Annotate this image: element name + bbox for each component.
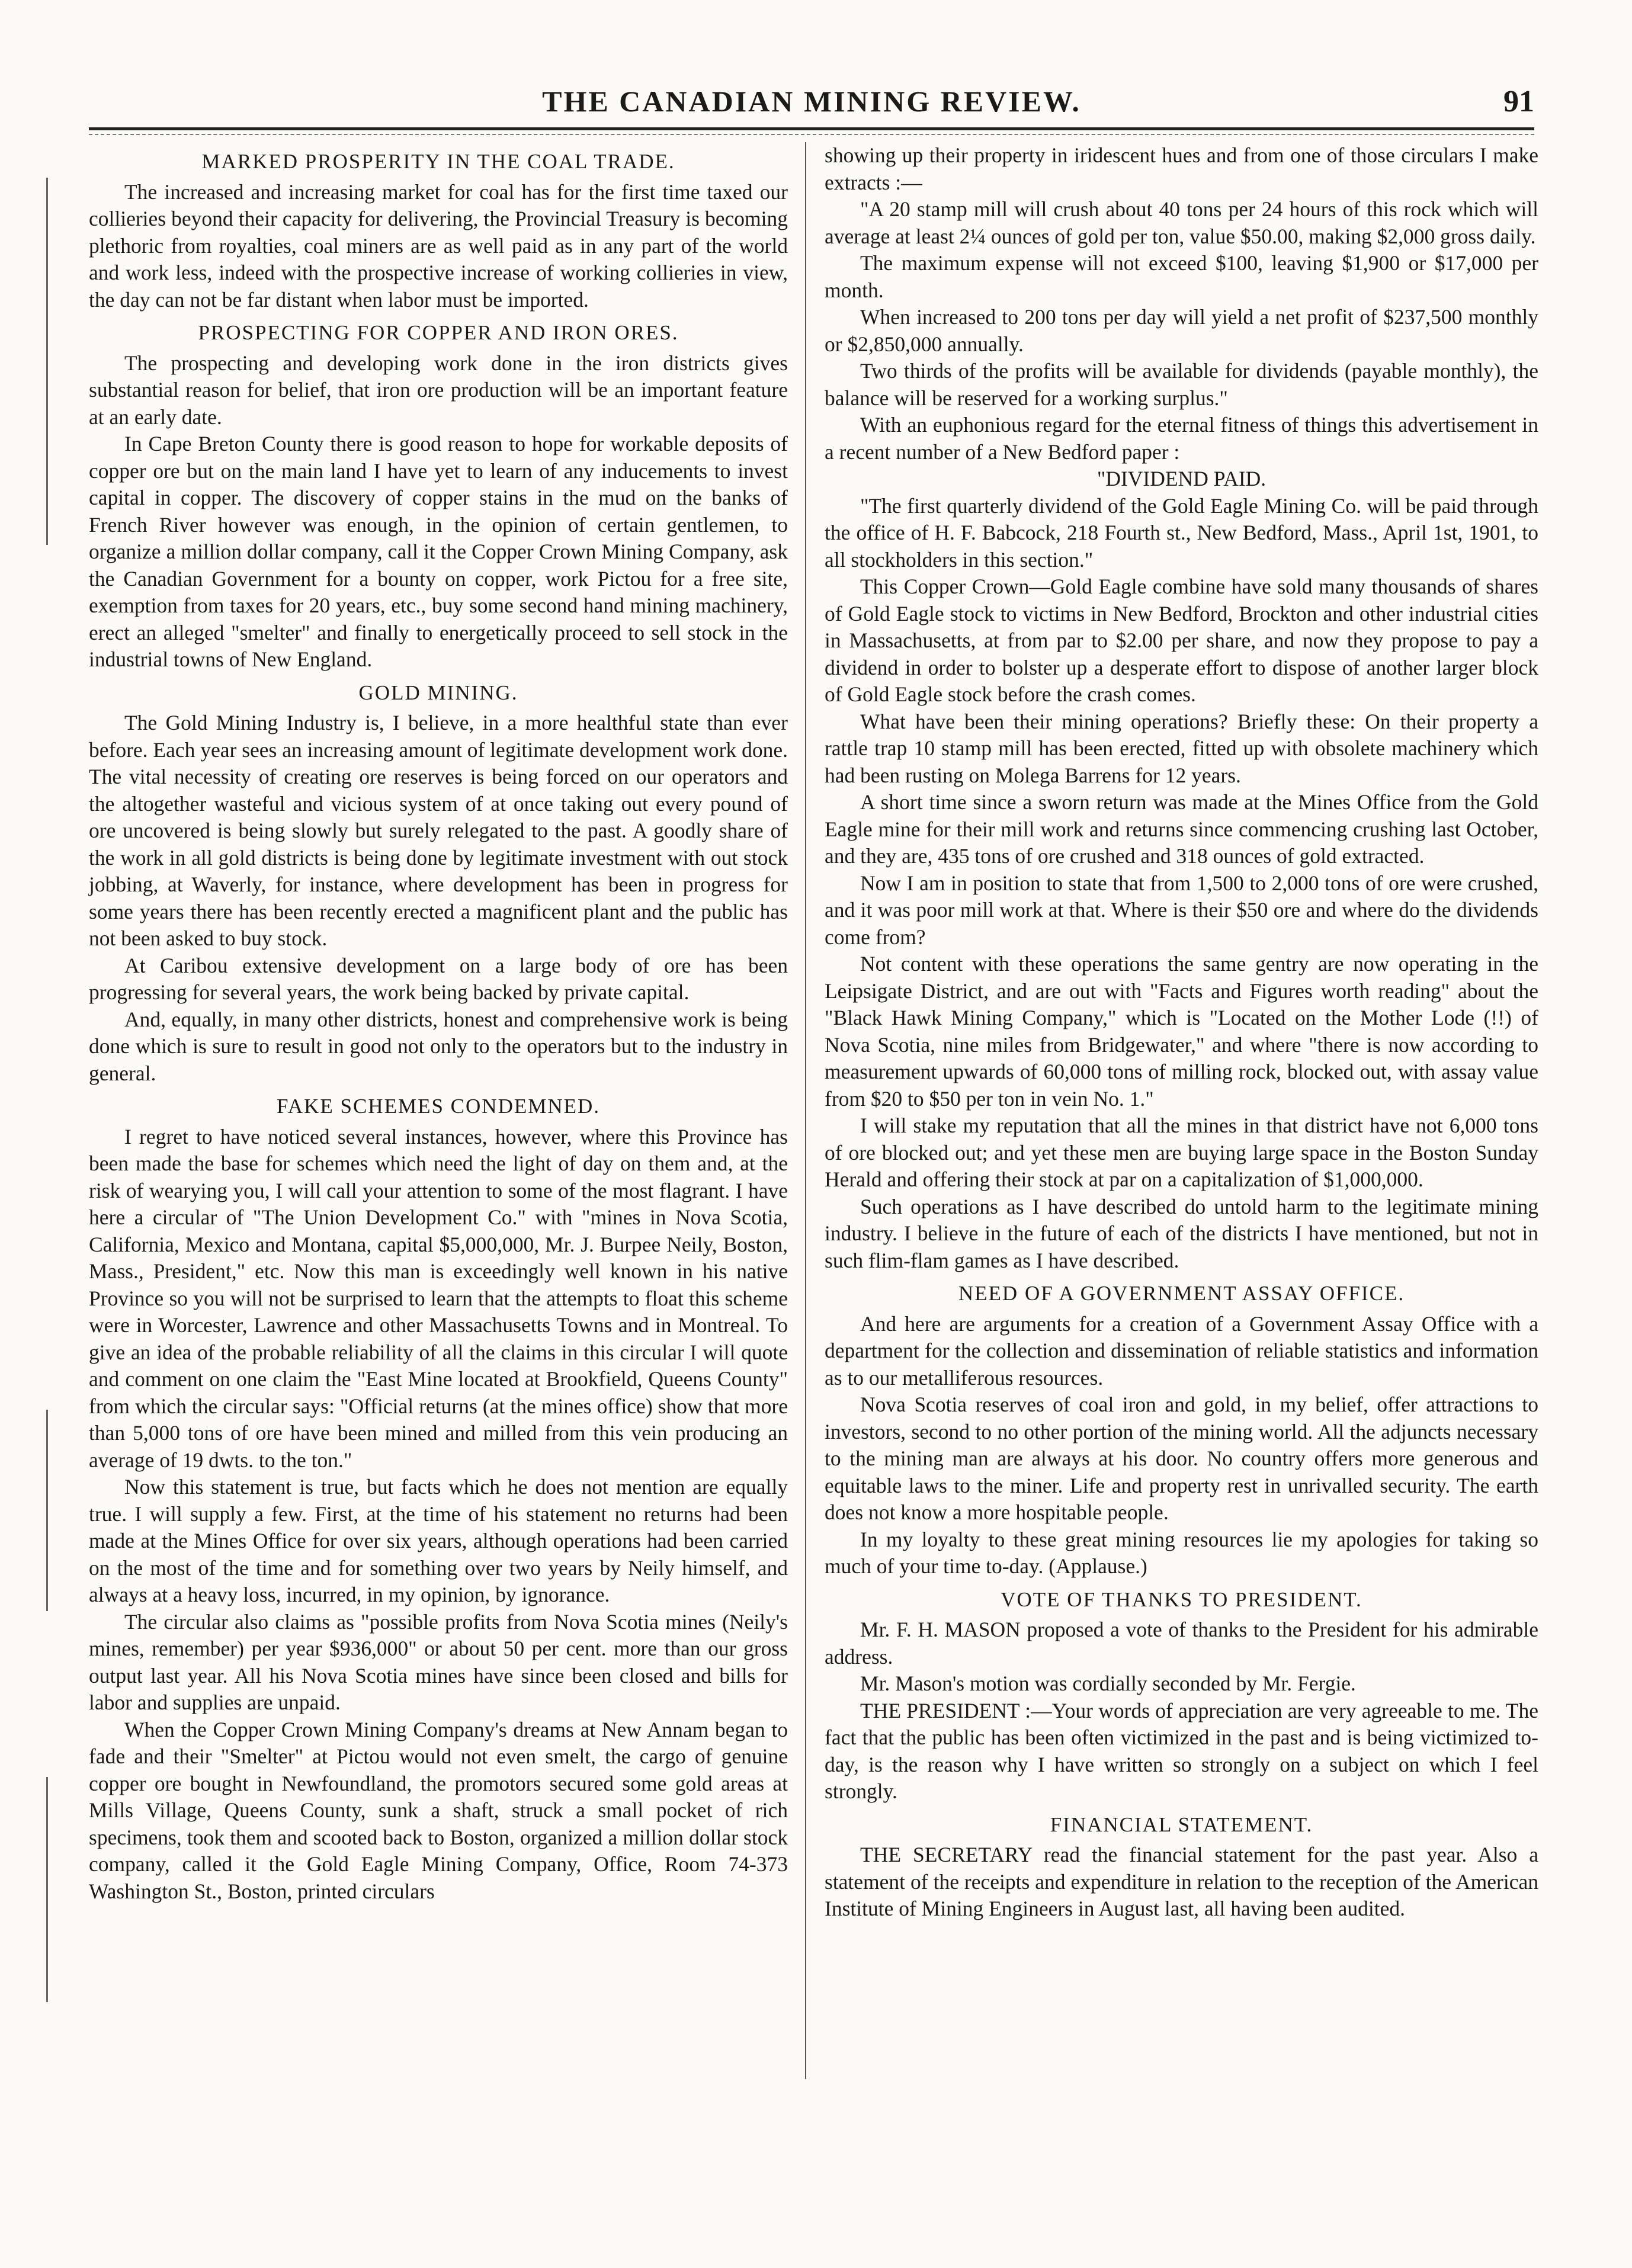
paragraph: The increased and increasing market for coal has for the first time taxed our collieries beyond their capacity for delivering, the Provincial Treasury is becoming plethoric from royalties, coal miners are as well paid as in any part of the world and work less, indeed with the prospective increase of working collieries in view, the day can not be far distant when labor must be imported. <box>89 179 788 312</box>
paragraph: Such operations as I have described do untold harm to the legitimate mining industry. I believe in the future of each of the districts I have mentioned, but not in such flim-flam games as I have described. <box>825 1194 1538 1272</box>
margin-mark <box>46 1777 48 2002</box>
right-column <box>825 142 1538 1923</box>
left-column <box>89 142 788 1905</box>
page-header <box>89 77 1534 130</box>
paragraph: Now I am in position to state that from 1,500 to 2,000 tons of ore were crushed, and it was poor mill work at that. Where is their $50 ore and where do the dividends come from? <box>825 871 1538 949</box>
paragraph: The maximum expense will not exceed $100, leaving $1,900 or $17,000 per month. <box>825 251 1538 302</box>
column-divider <box>805 142 806 2079</box>
header-rule-dashed <box>89 134 1534 135</box>
paragraph: THE SECRETARY read the financial statement for the past year. Also a statement of the receipts and expenditure in relation to the reception of the American Institute of Mining Engineers in August last, all having been audited. <box>825 1843 1538 1920</box>
section-heading: MARKED PROSPERITY IN THE COAL TRADE. <box>201 150 675 173</box>
paragraph: "A 20 stamp mill will crush about 40 tons per 24 hours of this rock which will average at least 2¼ ounces of gold per ton, value $50.00, making $2,000 gross daily. <box>825 197 1538 248</box>
paragraph: Not content with these operations the same gentry are now operating in the Leipsigate District, and are out with "Facts and Figures worth reading" about the "Black Hawk Mining Company," which is "Located on the Mother Lode (!!) of Nova Scotia, nine miles from Bridgewater," and where "there is now according to measurement upwards of 60,000 tons of milling rock, blocked out, with assay value from $20 to $50 per ton in vein No. 1." <box>825 952 1538 1111</box>
page-number: 91 <box>1503 85 1534 118</box>
paragraph: The circular also claims as "possible profits from Nova Scotia mines (Neily's mines, remember) per year $936,000" or about 50 per cent. more than our gross output last year. All his Nova Scotia mines have since been closed and bills for labor and supplies are unpaid. <box>89 1609 788 1714</box>
section-heading: FINANCIAL STATEMENT. <box>1050 1813 1313 1836</box>
paragraph: The prospecting and developing work done in the iron districts gives substantial reason for belief, that iron ore production will be an important feature at an early date. <box>89 351 788 429</box>
paragraph: Two thirds of the profits will be available for dividends (payable monthly), the balance will be reserved for a working surplus." <box>825 359 1538 410</box>
section-heading: FAKE SCHEMES CONDEMNED. <box>276 1095 601 1118</box>
paragraph: A short time since a sworn return was made at the Mines Office from the Gold Eagle mine for their mill work and returns since commencing crushing last October, and they are, 435 tons of ore crushed and 318 ounces of gold extracted. <box>825 790 1538 868</box>
running-title: THE CANADIAN MINING REVIEW. <box>542 85 1081 118</box>
section-heading: NEED OF A GOVERNMENT ASSAY OFFICE. <box>958 1282 1405 1305</box>
section-heading: VOTE OF THANKS TO PRESIDENT. <box>1001 1587 1362 1611</box>
paragraph: When the Copper Crown Mining Company's dreams at New Annam began to fade and their "Smelter" at Pictou would not even smelt, the cargo of genuine copper ore bought in Newfoundland, the promotors secured some gold areas at Mills Village, Queens County, sunk a shaft, struck a small pocket of rich specimens, took them and scooted back to Boston, organized a million dollar stock company, called it the Gold Eagle Mining Company, Office, Room 74-373 Washington St., Boston, printed circulars <box>89 1717 788 1903</box>
paragraph: The Gold Mining Industry is, I believe, in a more healthful state than ever before. Each year sees an increasing amount of legitimate development work done. The vital necessity of creating ore reserves is being forced on our operators and the altogether wasteful and vicious system of at once taking out every pound of ore uncovered is being slowly but surely relegated to the past. A goodly share of the work in all gold districts is being done by legitimate investment with out stock jobbing, at Waverly, for instance, where development has been in progress for some years there has been recently erected a magnificent plant and the public has not been asked to buy stock. <box>89 711 788 950</box>
section-heading: PROSPECTING FOR COPPER AND IRON ORES. <box>198 321 679 344</box>
paragraph: In my loyalty to these great mining resources lie my apologies for taking so much of your time to-day. (Applause.) <box>825 1527 1538 1578</box>
paragraph: I regret to have noticed several instances, however, where this Province has been made the base for schemes which need the light of day on them and, at the risk of wearying you, I will call your attention to some of the most flagrant. I have here a circular of "The Union Development Co." with "mines in Nova Scotia, California, Mexico and Montana, capital $5,000,000, Mr. J. Burpee Neily, Boston, Mass., President," etc. Now this man is exceedingly well known in his native Province so you will not be surprised to learn that the attempts to float this scheme were in Worcester, Lawrence and other Massachusetts Towns and in Montreal. To give an idea of the probable reliability of all the claims in this circular I will quote and comment on one claim the "East Mine located at Brookfield, Queens County" from which the circular says: "Official returns (at the mines office) show that more than 5,000 tons of ore have been mined and milled from this vein producing an average of 19 dwts. to the ton." <box>89 1124 788 1472</box>
paragraph: "The first quarterly dividend of the Gold Eagle Mining Co. will be paid through the office of H. F. Babcock, 218 Fourth st., New Bedford, Mass., April 1st, 1901, to all stockholders in this section." <box>825 493 1538 572</box>
paragraph: With an euphonious regard for the eternal fitness of things this advertisement in a recent number of a New Bedford paper : <box>825 413 1538 464</box>
paragraph: showing up their property in iridescent hues and from one of those circulars I make extracts :— <box>825 143 1538 194</box>
paragraph: At Caribou extensive development on a large body of ore has been progressing for several years, the work being backed by private capital. <box>89 953 788 1004</box>
paragraph: And here are arguments for a creation of a Government Assay Office with a department for the collection and dissemination of reliable statistics and information as to our metalliferous resources. <box>825 1311 1538 1390</box>
paragraph: When increased to 200 tons per day will yield a net profit of $237,500 monthly or $2,850,000 annually. <box>825 305 1538 356</box>
paragraph: Nova Scotia reserves of coal iron and gold, in my belief, offer attractions to investors, second to no other portion of the mining world. All the adjuncts necessary to the mining man are always at his door. No country offers more generous and equitable laws to the miner. Life and property rest in unrivalled security. The earth does not know a more hospitable people. <box>825 1393 1538 1524</box>
margin-mark <box>46 1410 48 1611</box>
header-rule <box>89 127 1534 130</box>
paragraph: Now this statement is true, but facts which he does not mention are equally true. I will supply a few. First, at the time of his statement no returns had been made at the Mines Office for over six years, although operations had been carried on the most of the time and for something over two years by Neily himself, and always at a heavy loss, incurred, in my opinion, by ignorance. <box>89 1475 788 1606</box>
paragraph: And, equally, in many other districts, honest and comprehensive work is being done which is sure to result in good not only to the operators but to the industry in general. <box>89 1007 788 1085</box>
paragraph: This Copper Crown—Gold Eagle combine have sold many thousands of shares of Gold Eagle stock to victims in New Bedford, Brockton and other industrial cities in Massachusetts, at from par to $2.00 per share, and now they propose to pay a dividend in order to bolster up a desperate effort to dispose of another larger block of Gold Eagle stock before the crash comes. <box>825 575 1538 706</box>
paragraph: What have been their mining operations? Briefly these: On their property a rattle trap 10 stamp mill has been erected, fitted up with obsolete machinery which had been rusting on Molega Barrens for 12 years. <box>825 709 1538 787</box>
paragraph: Mr. Mason's motion was cordially seconded by Mr. Fergie. <box>860 1672 1356 1695</box>
paragraph: Mr. F. H. MASON proposed a vote of thanks to the President for his admirable address. <box>825 1618 1538 1669</box>
paragraph: In Cape Breton County there is good reason to hope for workable deposits of copper ore but on the main land I have yet to learn of any inducements to invest capital in copper. The discovery of copper stains in the mud on the banks of French River however was enough, in the opinion of certain gentlemen, to organize a million dollar company, call it the Copper Crown Mining Company, ask the Canadian Government for a bounty on copper, work Pictou for a free site, exemption from taxes for 20 years, etc., buy some second hand mining machinery, erect an alleged "smelter" and finally to energetically proceed to sell stock in the industrial towns of New England. <box>89 432 788 671</box>
margin-mark <box>46 178 48 545</box>
section-heading: GOLD MINING. <box>358 681 518 704</box>
subheading: "DIVIDEND PAID. <box>1096 467 1267 490</box>
paragraph: THE PRESIDENT :—Your words of appreciation are very agreeable to me. The fact that the public has been often victimized in the past and is being victimized to-day, is the reason why I have written so strongly on a subject on which I feel strongly. <box>825 1698 1538 1803</box>
paragraph: I will stake my reputation that all the mines in that district have not 6,000 tons of ore blocked out; and yet these men are buying large space in the Boston Sunday Herald and offering their stock at par on a capitalization of $1,000,000. <box>825 1114 1538 1191</box>
